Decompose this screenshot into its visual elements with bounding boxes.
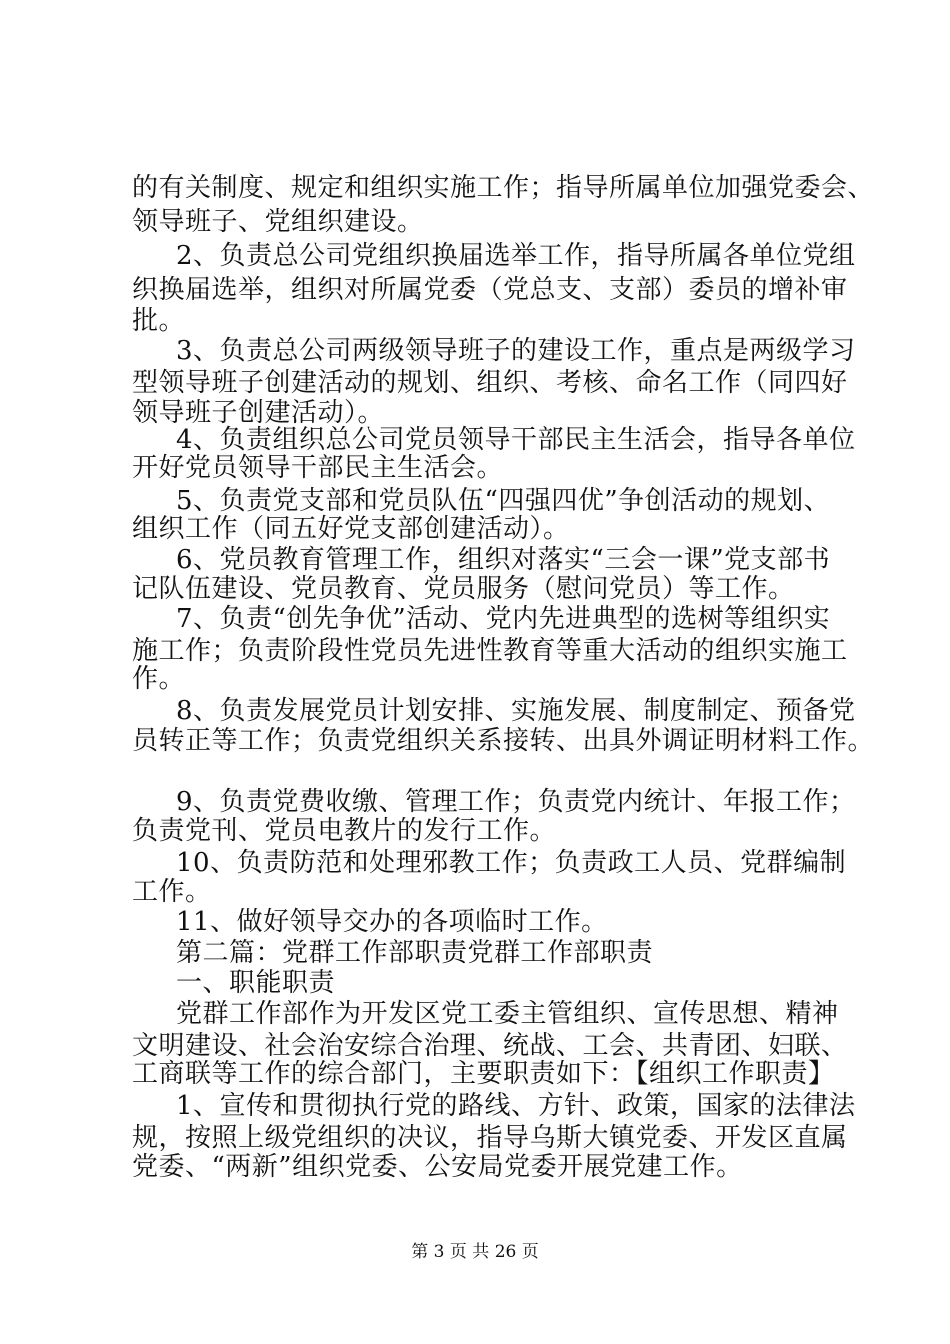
text-line: 8、负责发展党员计划安排、实施发展、制度制定、预备党 xyxy=(176,696,856,726)
text-line: 型领导班子创建活动的规划、组织、考核、命名工作（同四好 xyxy=(132,368,848,398)
text-line: 10、负责防范和处理邪教工作；负责政工人员、党群编制 xyxy=(176,848,847,878)
text-line: 开好党员领导干部民主生活会。 xyxy=(132,453,504,483)
text-line: 施工作；负责阶段性党员先进性教育等重大活动的组织实施工 xyxy=(132,636,848,666)
text-line: 批。 xyxy=(132,306,186,336)
text-line: 领导班子、党组织建设。 xyxy=(132,207,424,237)
text-line: 工作。 xyxy=(132,877,212,907)
text-line: 9、负责党费收缴、管理工作；负责党内统计、年报工作； xyxy=(176,787,856,817)
text-line: 文明建设、社会治安综合治理、统战、工会、共青团、妇联、 xyxy=(132,1031,848,1061)
text-line: 3、负责总公司两级领导班子的建设工作，重点是两级学习 xyxy=(176,336,856,366)
text-line: 1、宣传和贯彻执行党的路线、方针、政策，国家的法律法 xyxy=(176,1091,856,1121)
page-number-footer: 第 3 页 共 26 页 xyxy=(411,1242,539,1262)
text-line: 负责党刊、党员电教片的发行工作。 xyxy=(132,816,557,846)
text-line: 织换届选举，组织对所属党委（党总支、支部）委员的增补审 xyxy=(132,275,848,305)
text-line: 7、负责“创先争优”活动、党内先进典型的选树等组织实 xyxy=(176,604,831,634)
section-heading: 第二篇：党群工作部职责党群工作部职责 xyxy=(176,938,654,968)
text-line: 的有关制度、规定和组织实施工作；指导所属单位加强党委会、 xyxy=(132,173,875,203)
text-line: 作。 xyxy=(132,664,186,694)
sub-heading: 一、职能职责 xyxy=(176,968,336,998)
text-line: 组织工作（同五好党支部创建活动）。 xyxy=(132,514,570,544)
text-line: 记队伍建设、党员教育、党员服务（慰问党员）等工作。 xyxy=(132,574,795,604)
text-line: 领导班子创建活动）。 xyxy=(132,398,385,428)
text-line: 6、党员教育管理工作，组织对落实“三会一课”党支部书 xyxy=(176,545,831,575)
text-line: 党群工作部作为开发区党工委主管组织、宣传思想、精神 xyxy=(176,999,839,1029)
text-line: 11、做好领导交办的各项临时工作。 xyxy=(176,907,608,937)
text-line: 4、负责组织总公司党员领导干部民主生活会，指导各单位 xyxy=(176,425,856,455)
text-line: 规，按照上级党组织的决议，指导乌斯大镇党委、开发区直属 xyxy=(132,1123,848,1153)
text-line: 工商联等工作的综合部门，主要职责如下：【组织工作职责】 xyxy=(132,1059,835,1089)
text-line: 5、负责党支部和党员队伍“四强四优”争创活动的规划、 xyxy=(176,486,831,516)
text-line: 2、负责总公司党组织换届选举工作，指导所属各单位党组 xyxy=(176,241,856,271)
text-line: 党委、“两新”组织党委、公安局党委开展党建工作。 xyxy=(132,1152,743,1182)
text-line: 员转正等工作；负责党组织关系接转、出具外调证明材料工作。 xyxy=(132,726,875,756)
